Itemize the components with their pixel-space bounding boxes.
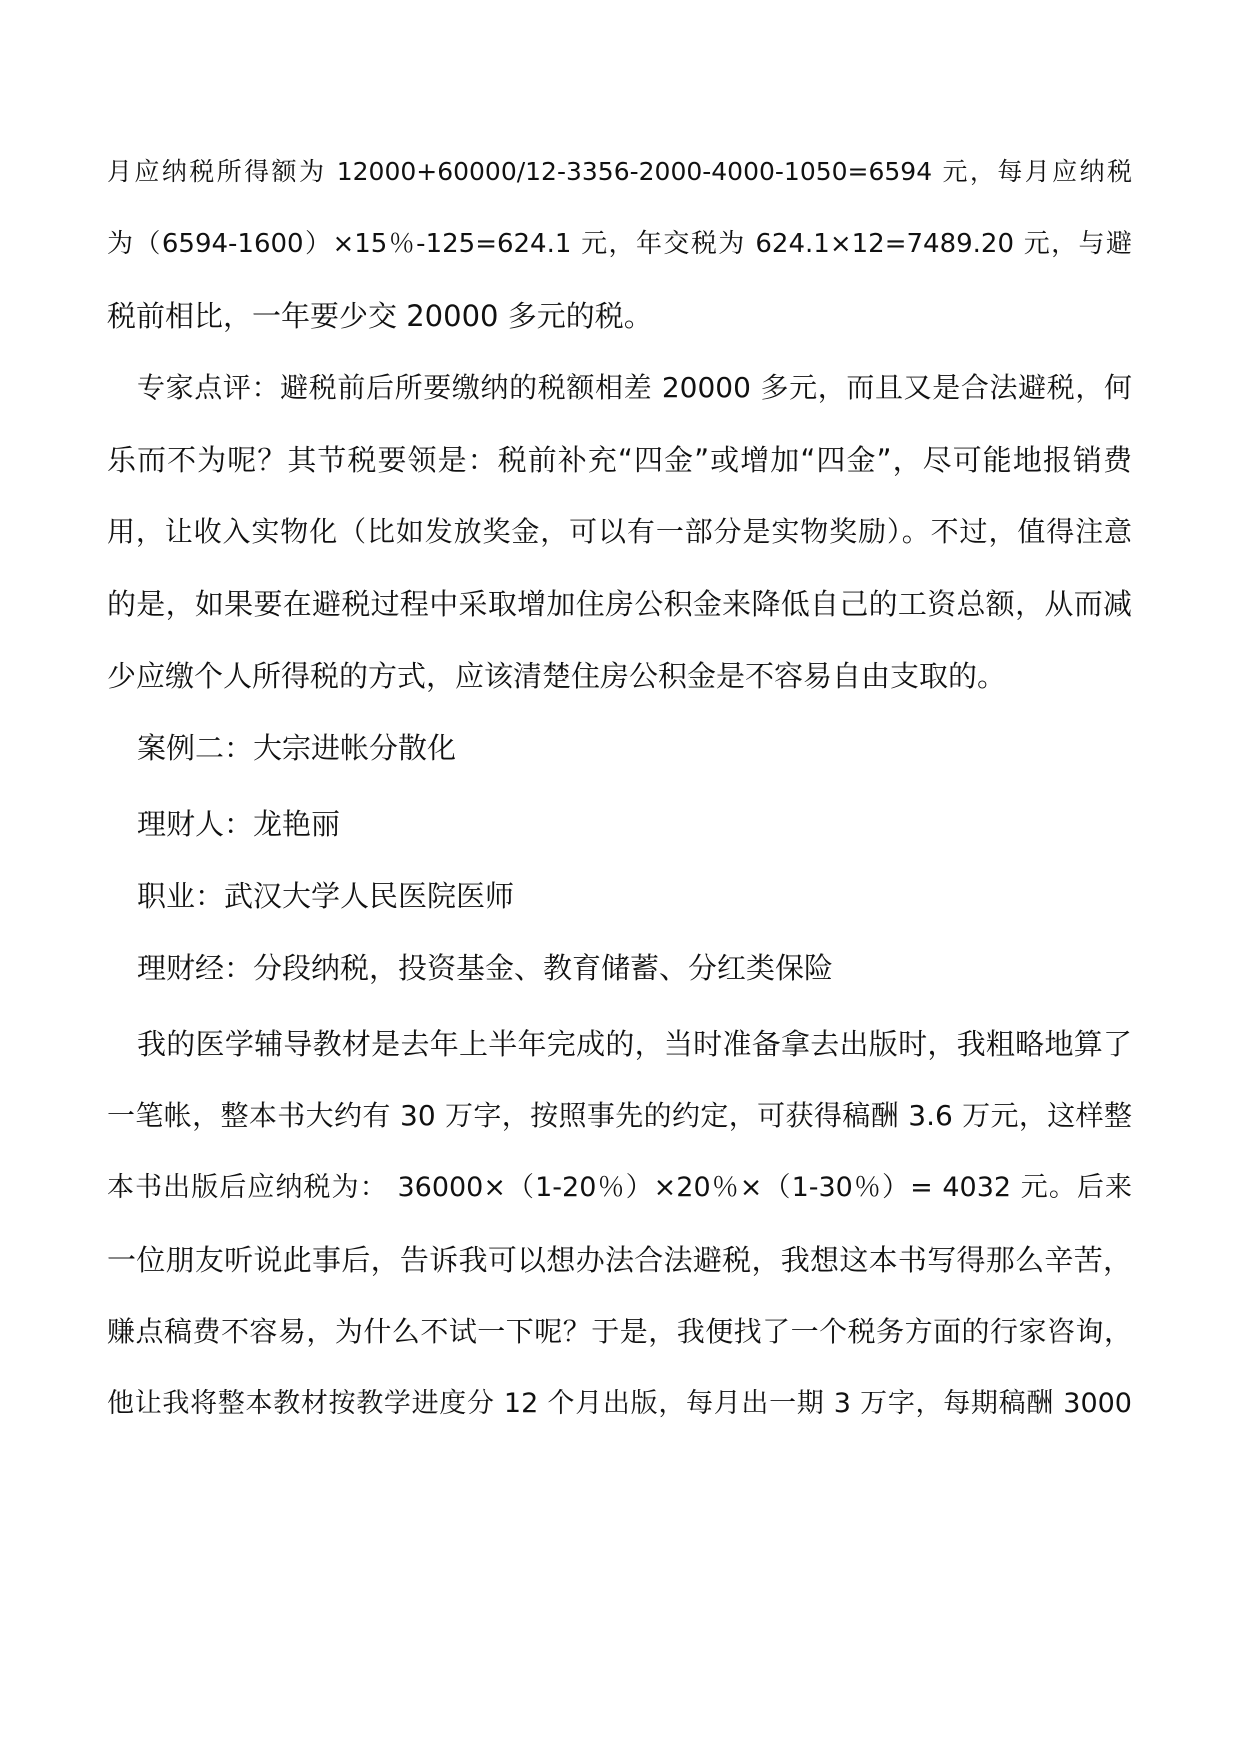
p2-line-1: 专家点评：避税前后所要缴纳的税额相差 20000 多元，而且又是合法避税，何 xyxy=(137,371,1132,404)
tips-line: 理财经：分段纳税，投资基金、教育储蓄、分红类保险 xyxy=(137,951,834,985)
p3-line-2: 一笔帐，整本书大约有 30 万字，按照事先的约定，可获得稿酬 3.6 万元，这样整 xyxy=(107,1099,1132,1132)
p3-line-4: 一位朋友听说此事后，告诉我可以想办法合法避税，我想这本书写得那么辛苦， xyxy=(107,1243,1132,1277)
manager-line: 理财人：龙艳丽 xyxy=(137,807,341,841)
p2-line-3: 用，让收入实物化（比如发放奖金，可以有一部分是实物奖励）。不过，值得注意 xyxy=(107,515,1132,548)
p2-line-4: 的是，如果要在避税过程中采取增加住房公积金来降低自己的工资总额，从而减 xyxy=(107,587,1132,621)
job-line: 职业：武汉大学人民医院医师 xyxy=(137,879,515,913)
p3-line-5: 赚点稿费不容易，为什么不试一下呢？于是，我便找了一个税务方面的行家咨询， xyxy=(107,1315,1132,1348)
p2-line-5: 少应缴个人所得税的方式，应该清楚住房公积金是不容易自由支取的。 xyxy=(107,659,1007,693)
p2-line-2: 乐而不为呢？其节税要领是：税前补充“四金”或增加“四金”，尽可能地报销费 xyxy=(107,443,1132,477)
case-title: 案例二：大宗进帐分散化 xyxy=(137,731,457,765)
p3-line-3: 本书出版后应纳税为： 36000×（1-20％）×20％×（1-30％）= 4032 元。后来 xyxy=(107,1172,1132,1203)
p3-line-1: 我的医学辅导教材是去年上半年完成的，当时准备拿去出版时，我粗略地算了 xyxy=(137,1027,1132,1061)
p1-line-2: 为（6594-1600）×15％-125=624.1 元，年交税为 624.1×12=7489.20 元，与避 xyxy=(107,229,1132,259)
p3-line-6: 他让我将整本教材按教学进度分 12 个月出版，每月出一期 3 万字，每期稿酬 3000 xyxy=(107,1388,1132,1419)
p1-line-1: 月应纳税所得额为 12000+60000/12-3356-2000-4000-1050=6594 元，每月应纳税 xyxy=(107,157,1132,186)
p1-line-3: 税前相比，一年要少交 20000 多元的税。 xyxy=(107,299,653,333)
